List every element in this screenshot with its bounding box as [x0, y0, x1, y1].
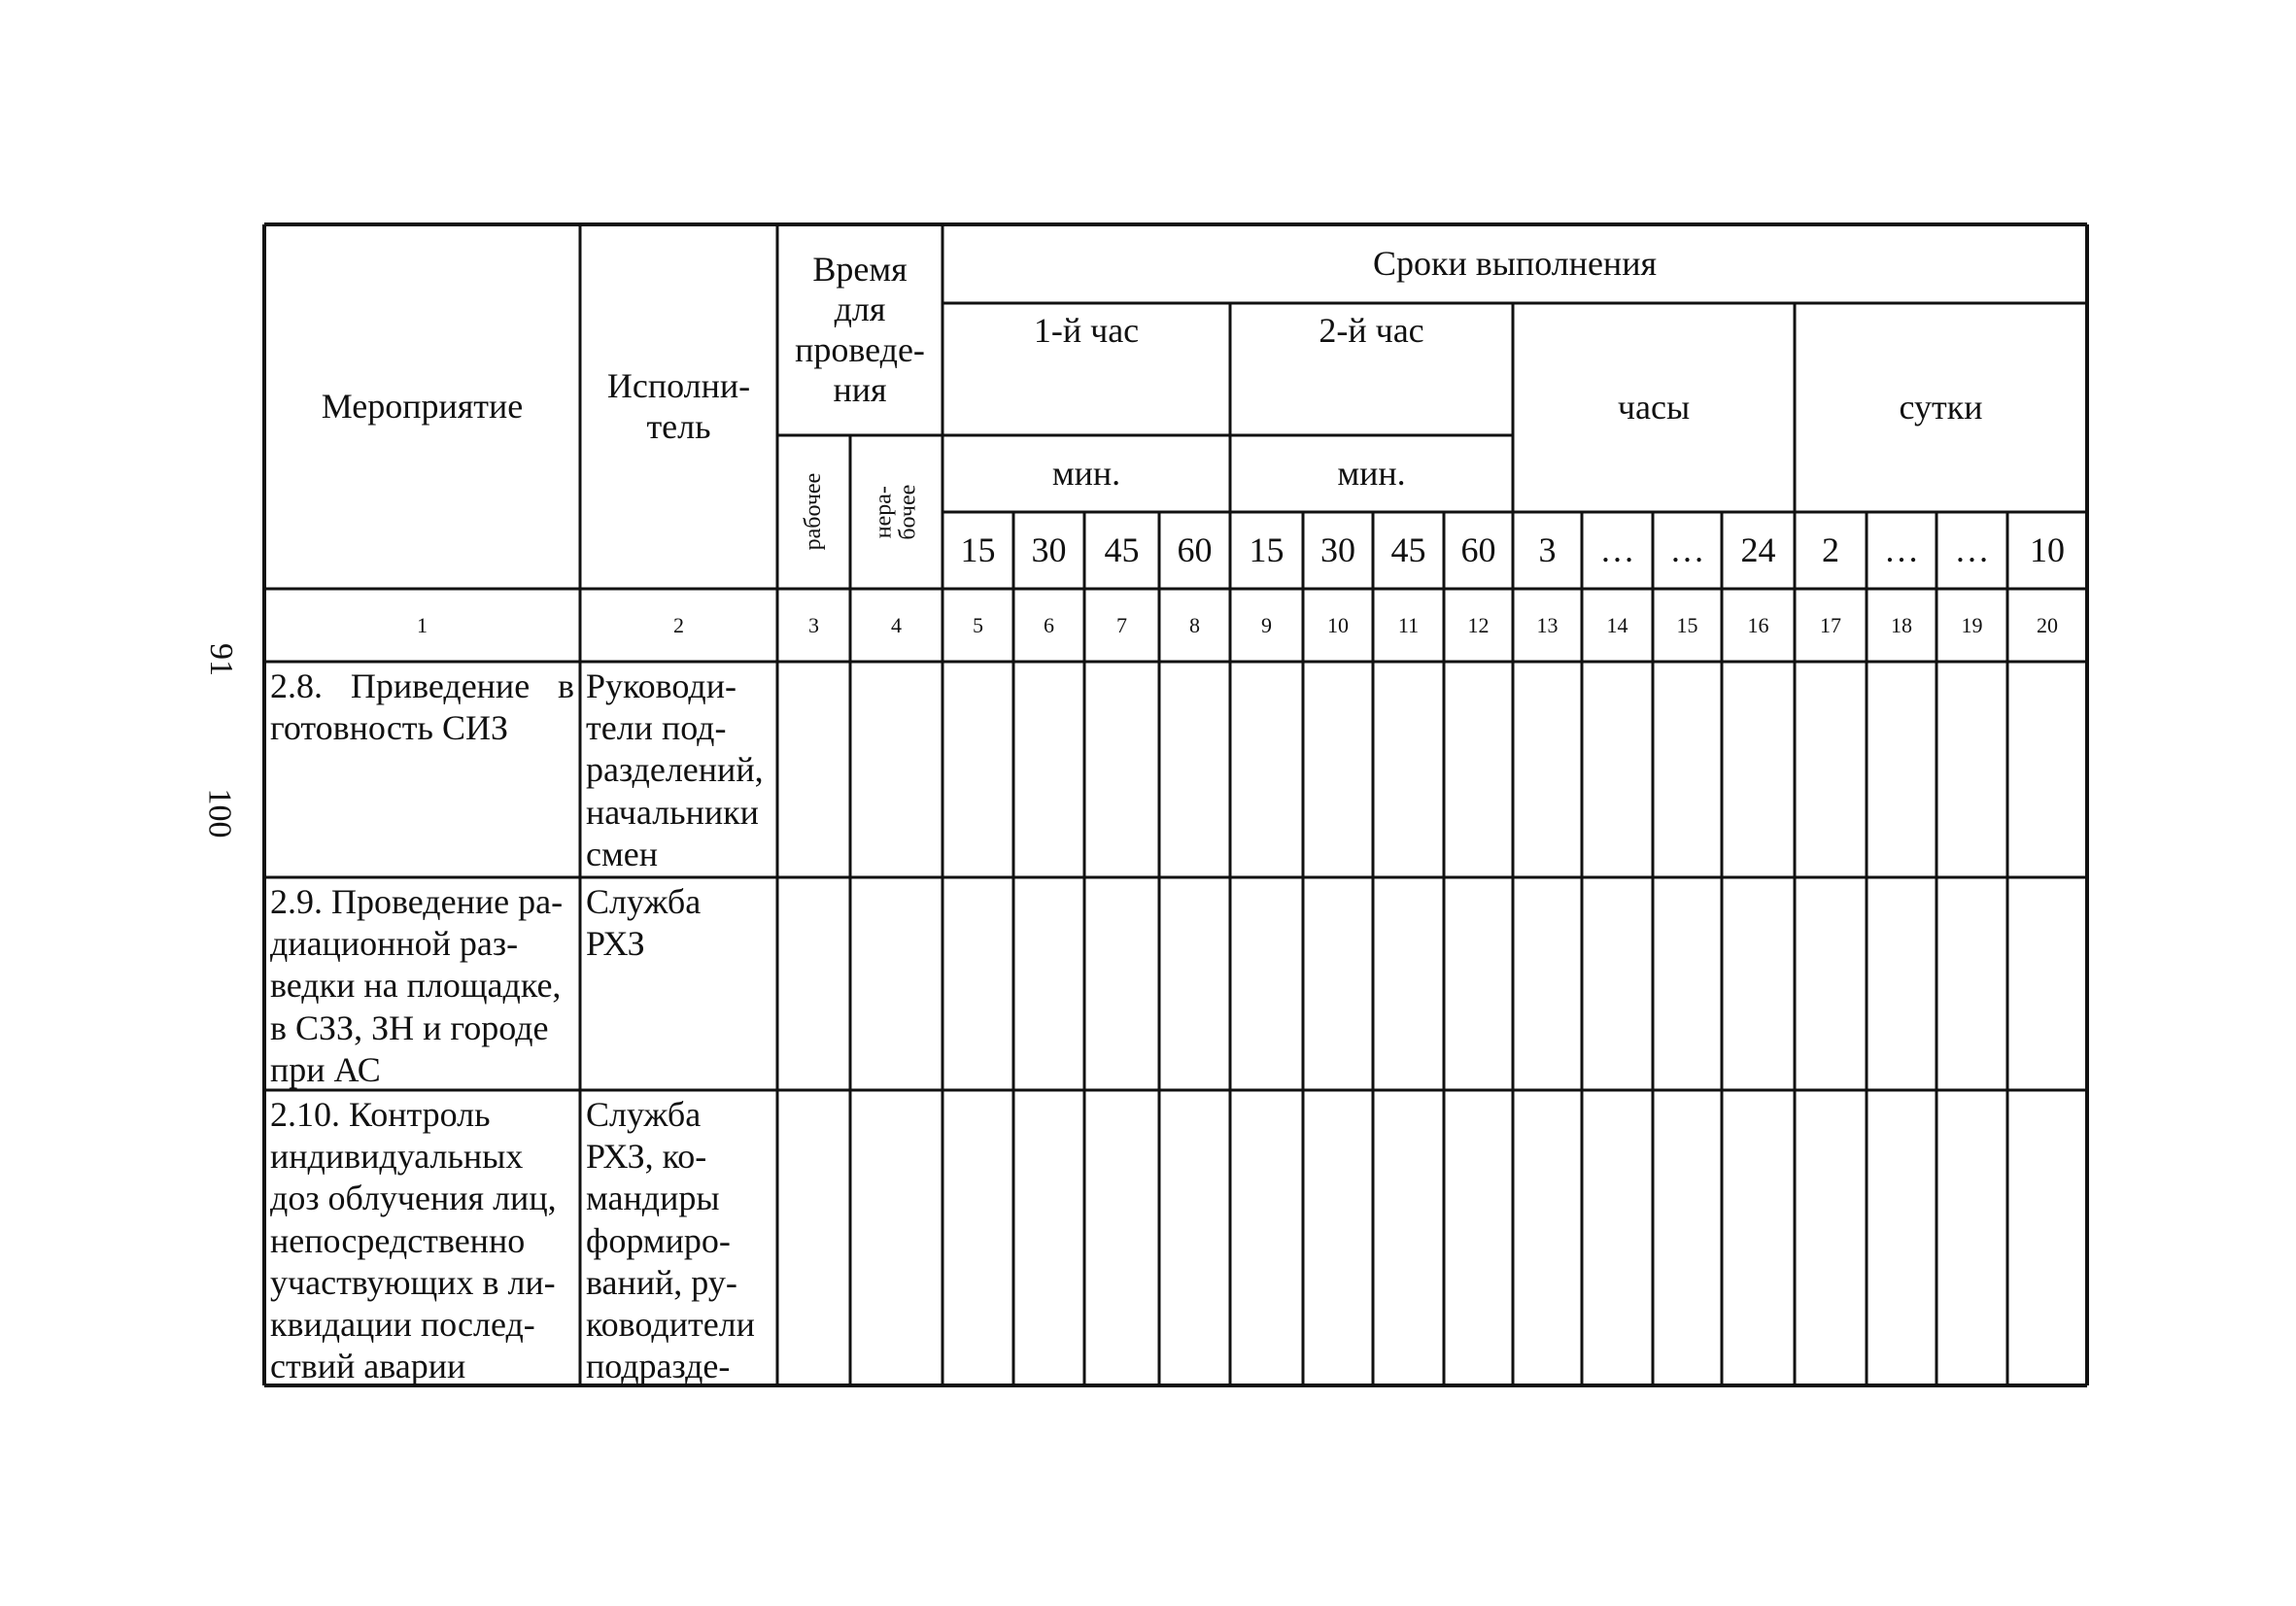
index-cell-11	[1373, 589, 1444, 662]
row-2-event	[264, 877, 580, 1090]
index-cell-4-text: 4	[891, 612, 902, 637]
index-cell-3-text: 3	[808, 612, 819, 637]
index-cell-5-text: 5	[973, 612, 983, 637]
index-cell-1	[264, 589, 580, 662]
header-subcol-14	[1867, 512, 1936, 589]
index-cell-2	[580, 589, 777, 662]
index-cell-19	[1936, 589, 2007, 662]
header-subcol-3-text: 45	[1104, 530, 1140, 569]
header-subcol-2	[1013, 512, 1084, 589]
header-subcol-11	[1653, 512, 1722, 589]
row-1-executor-text: Руководи- тели под- разделений, начальники смен	[586, 666, 764, 873]
header-days-text: сутки	[1899, 387, 1983, 427]
header-subcol-15-text: …	[1954, 530, 1990, 569]
header-hours-text: часы	[1617, 387, 1691, 427]
header-time	[777, 224, 942, 435]
header-subcol-5-text: 15	[1249, 530, 1285, 569]
row-2-event-text: 2.9. Проведение ра- диационной раз- ведки на площадке, в СЗЗ, ЗН и городе при АС	[270, 882, 564, 1089]
index-cell-13	[1513, 589, 1582, 662]
row-3-event-text: 2.10. Контроль индивидуальных доз облучения лиц, непосредственно участвующих в ли- квидации послед- ствий аварии	[270, 1095, 557, 1385]
header-minutes-2-text: мин.	[1337, 453, 1406, 493]
index-cell-3	[777, 589, 850, 662]
header-subcol-5	[1230, 512, 1303, 589]
header-subcol-4	[1159, 512, 1230, 589]
header-event-text: Мероприятие	[321, 386, 524, 426]
header-subcol-16-text: 10	[2030, 530, 2065, 569]
row-3-executor-text: Служба РХЗ, ко- мандиры формиро- ваний, ру- ководители подразде-	[586, 1095, 755, 1385]
header-nonworking-text: нера- бочее	[871, 484, 921, 540]
index-cell-8	[1159, 589, 1230, 662]
index-cell-8-text: 8	[1189, 612, 1200, 637]
header-subcol-9-text: 3	[1538, 530, 1557, 569]
index-cell-6-text: 6	[1044, 612, 1054, 637]
index-cell-14	[1582, 589, 1653, 662]
row-3-executor	[580, 1090, 777, 1385]
index-cell-4	[850, 589, 942, 662]
index-cell-16-text: 16	[1747, 612, 1769, 637]
header-subcol-10	[1582, 512, 1653, 589]
index-cell-7	[1084, 589, 1159, 662]
index-cell-1-text: 1	[417, 612, 428, 637]
header-subcol-12	[1722, 512, 1795, 589]
header-subcol-16	[2007, 512, 2087, 589]
header-working-text: рабочее	[800, 473, 826, 551]
index-cell-13-text: 13	[1536, 612, 1559, 637]
header-subcol-6-text: 30	[1320, 530, 1355, 569]
header-minutes-1	[942, 435, 1230, 512]
header-hour-2-text: 2-й час	[1319, 311, 1424, 350]
header-working	[777, 435, 850, 589]
index-cell-18-text: 18	[1891, 612, 1912, 637]
row-2-executor	[580, 877, 777, 1090]
index-cell-14-text: 14	[1606, 612, 1628, 637]
row-2-executor-text: Служба РХЗ	[586, 882, 702, 964]
header-subcol-4-text: 60	[1177, 530, 1213, 569]
index-cell-9	[1230, 589, 1303, 662]
header-subcol-13	[1795, 512, 1867, 589]
header-subcol-3	[1084, 512, 1159, 589]
header-subcol-8-text: 60	[1460, 530, 1496, 569]
header-subcol-9	[1513, 512, 1582, 589]
index-cell-17	[1795, 589, 1867, 662]
header-executor	[580, 224, 777, 589]
index-cell-20	[2007, 589, 2087, 662]
index-cell-15	[1653, 589, 1722, 662]
page-number-top: 91	[203, 643, 239, 676]
header-days	[1795, 303, 2087, 512]
index-cell-6	[1013, 589, 1084, 662]
header-hour-2	[1230, 303, 1513, 435]
header-subcol-15	[1936, 512, 2007, 589]
header-hours	[1513, 303, 1795, 512]
index-cell-5	[942, 589, 1013, 662]
header-subcol-1	[942, 512, 1013, 589]
header-subcol-8	[1444, 512, 1513, 589]
index-cell-20-text: 20	[2037, 612, 2058, 637]
header-subcol-12-text: 24	[1740, 530, 1776, 569]
index-cell-10-text: 10	[1327, 612, 1349, 637]
header-subcol-6	[1303, 512, 1373, 589]
row-3-event	[264, 1090, 580, 1385]
header-executor-text: Исполни- тель	[606, 366, 751, 446]
header-subcol-1-text: 15	[960, 530, 996, 569]
header-time-text: Время для проведе- ния	[795, 249, 925, 409]
index-cell-2-text: 2	[673, 612, 684, 637]
row-1-executor	[580, 662, 777, 877]
index-cell-15-text: 15	[1676, 612, 1698, 637]
header-subcol-7	[1373, 512, 1444, 589]
header-deadlines	[942, 224, 2087, 303]
header-minutes-1-text: мин.	[1051, 453, 1121, 493]
header-subcol-10-text: …	[1599, 530, 1635, 569]
index-cell-7-text: 7	[1116, 612, 1127, 637]
index-cell-18	[1867, 589, 1936, 662]
header-event	[264, 224, 580, 589]
row-1-event	[264, 662, 580, 877]
index-cell-16	[1722, 589, 1795, 662]
index-cell-17-text: 17	[1820, 612, 1841, 637]
header-subcol-11-text: …	[1669, 530, 1705, 569]
header-hour-1	[942, 303, 1230, 435]
index-cell-12	[1444, 589, 1513, 662]
page-number-bottom: 100	[201, 788, 238, 838]
header-subcol-13-text: 2	[1822, 530, 1839, 569]
index-cell-12-text: 12	[1467, 612, 1490, 637]
header-deadlines-text: Сроки выполнения	[1372, 243, 1658, 283]
header-minutes-2	[1230, 435, 1513, 512]
index-cell-9-text: 9	[1261, 612, 1272, 637]
header-subcol-2-text: 30	[1031, 530, 1067, 569]
header-hour-1-text: 1-й час	[1033, 311, 1140, 350]
index-cell-11-text: 11	[1397, 612, 1420, 637]
index-cell-10	[1303, 589, 1373, 662]
header-subcol-14-text: …	[1884, 530, 1919, 569]
row-1-event-text: 2.8. Приведение в готовность СИЗ	[270, 666, 574, 748]
header-subcol-7-text: 45	[1390, 530, 1426, 569]
index-cell-19-text: 19	[1961, 612, 1983, 637]
header-nonworking	[850, 435, 942, 589]
